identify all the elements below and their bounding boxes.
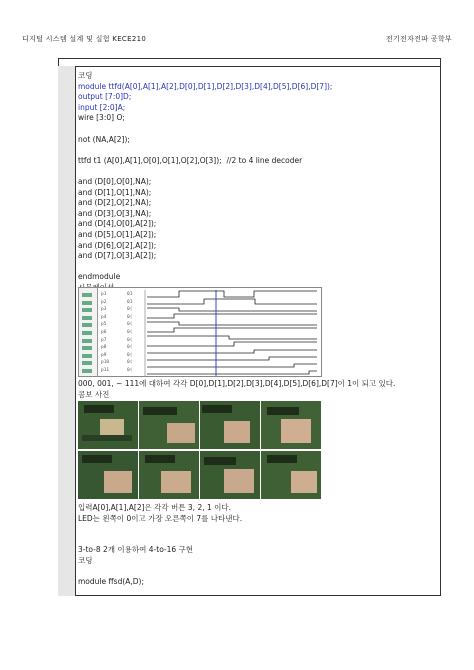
text-line bbox=[78, 166, 438, 177]
simulation-description bbox=[78, 379, 438, 400]
signal-value: 0( bbox=[127, 314, 133, 320]
signal-value: 0( bbox=[127, 307, 133, 313]
signal-value: 0( bbox=[127, 360, 133, 366]
board-photo bbox=[78, 451, 138, 499]
code-block bbox=[78, 71, 438, 293]
signal-name: p3 bbox=[101, 307, 107, 313]
text-line: 000, 001, ~ 111에 대하여 각각 D[0],D[1],D[2],D[3],D[4],D[5],D[6],D[7]이 1이 되고 있다. bbox=[78, 379, 396, 388]
signal-name: p5 bbox=[101, 322, 107, 328]
signal-name: p8 bbox=[101, 345, 107, 351]
text-line: module ffsd(A,D); bbox=[78, 577, 144, 587]
implementation-description bbox=[78, 503, 438, 588]
signal-value: 0( bbox=[127, 345, 133, 351]
header-department: 전기전자전파 공학부 bbox=[385, 35, 452, 43]
signal-name: p9 bbox=[101, 352, 107, 358]
board-photo bbox=[261, 451, 321, 499]
text-line bbox=[78, 524, 438, 535]
text-line bbox=[78, 567, 438, 578]
text-line: and (D[1],O[1],NA); bbox=[78, 187, 152, 197]
board-photo bbox=[261, 401, 321, 449]
signal-name: p10 bbox=[101, 360, 110, 366]
text-line: output [7:0]D; bbox=[78, 92, 132, 102]
signal-name: p7 bbox=[101, 337, 107, 343]
signal-value: 0( bbox=[127, 368, 133, 373]
text-line: 콤보 사진 bbox=[78, 389, 110, 399]
text-line: 코딩 bbox=[78, 71, 93, 80]
table-left-column bbox=[58, 66, 76, 596]
text-line bbox=[78, 145, 438, 156]
signal-value: 0( bbox=[127, 352, 133, 358]
signal-name: p6 bbox=[101, 330, 107, 335]
board-photo bbox=[200, 401, 260, 449]
signal-value: 0( bbox=[127, 322, 133, 328]
text-line: 코딩 bbox=[78, 555, 93, 565]
simulation-waveform bbox=[78, 287, 322, 377]
board-photo bbox=[78, 401, 138, 449]
text-line bbox=[78, 124, 438, 135]
text-line: wire [3:0] O; bbox=[78, 113, 125, 123]
signal-value: 01 bbox=[127, 299, 133, 305]
text-line: LED는 왼쪽이 0이고 가장 오른쪽이 7를 나타낸다. bbox=[78, 513, 243, 523]
text-line: ttfd t1 (A[0],A[1],O[0],O[1],O[2],O[3]); //2 to 4 line decoder bbox=[78, 155, 303, 165]
text-line bbox=[78, 535, 438, 546]
text-line: input [2:0]A; bbox=[78, 102, 126, 112]
text-line: and (D[0],O[0],NA); bbox=[78, 176, 152, 186]
board-photo bbox=[139, 451, 199, 499]
text-line: 3-to-8 2개 이용하여 4-to-16 구현 bbox=[78, 545, 194, 555]
signal-value: 0( bbox=[127, 330, 133, 335]
board-photo bbox=[139, 401, 199, 449]
text-line: and (D[7],O[3],A[2]); bbox=[78, 251, 157, 261]
text-line: and (D[5],O[1],A[2]); bbox=[78, 229, 157, 239]
signal-name: p4 bbox=[101, 314, 107, 320]
text-line: endmodule bbox=[78, 272, 121, 282]
signal-name: p1 bbox=[101, 292, 107, 297]
text-line bbox=[78, 262, 438, 273]
text-line: and (D[3],O[3],NA); bbox=[78, 208, 152, 218]
signal-value: 01 bbox=[127, 292, 133, 297]
signal-name: p2 bbox=[101, 299, 107, 305]
header-course-title: 디지털 시스템 설계 및 실험 KECE210 bbox=[22, 35, 147, 43]
combo-photos bbox=[78, 401, 322, 499]
text-line: not (NA,A[2]); bbox=[78, 134, 130, 144]
text-line: and (D[2],O[2],NA); bbox=[78, 198, 152, 208]
waveform-traces bbox=[79, 288, 322, 377]
text-line: and (D[6],O[2],A[2]); bbox=[78, 240, 157, 250]
signal-value: 0( bbox=[127, 337, 133, 343]
signal-name: p11 bbox=[101, 368, 110, 373]
text-line: and (D[4],O[0],A[2]); bbox=[78, 219, 157, 229]
text-line: module ttfd(A[0],A[1],A[2],D[0],D[1],D[2],D[3],D[4],D[5],D[6],D[7]); bbox=[78, 81, 333, 91]
board-photo bbox=[200, 451, 260, 499]
text-line: 입력A[0],A[1],A[2]은 각각 버튼 3, 2, 1 이다. bbox=[78, 503, 232, 512]
